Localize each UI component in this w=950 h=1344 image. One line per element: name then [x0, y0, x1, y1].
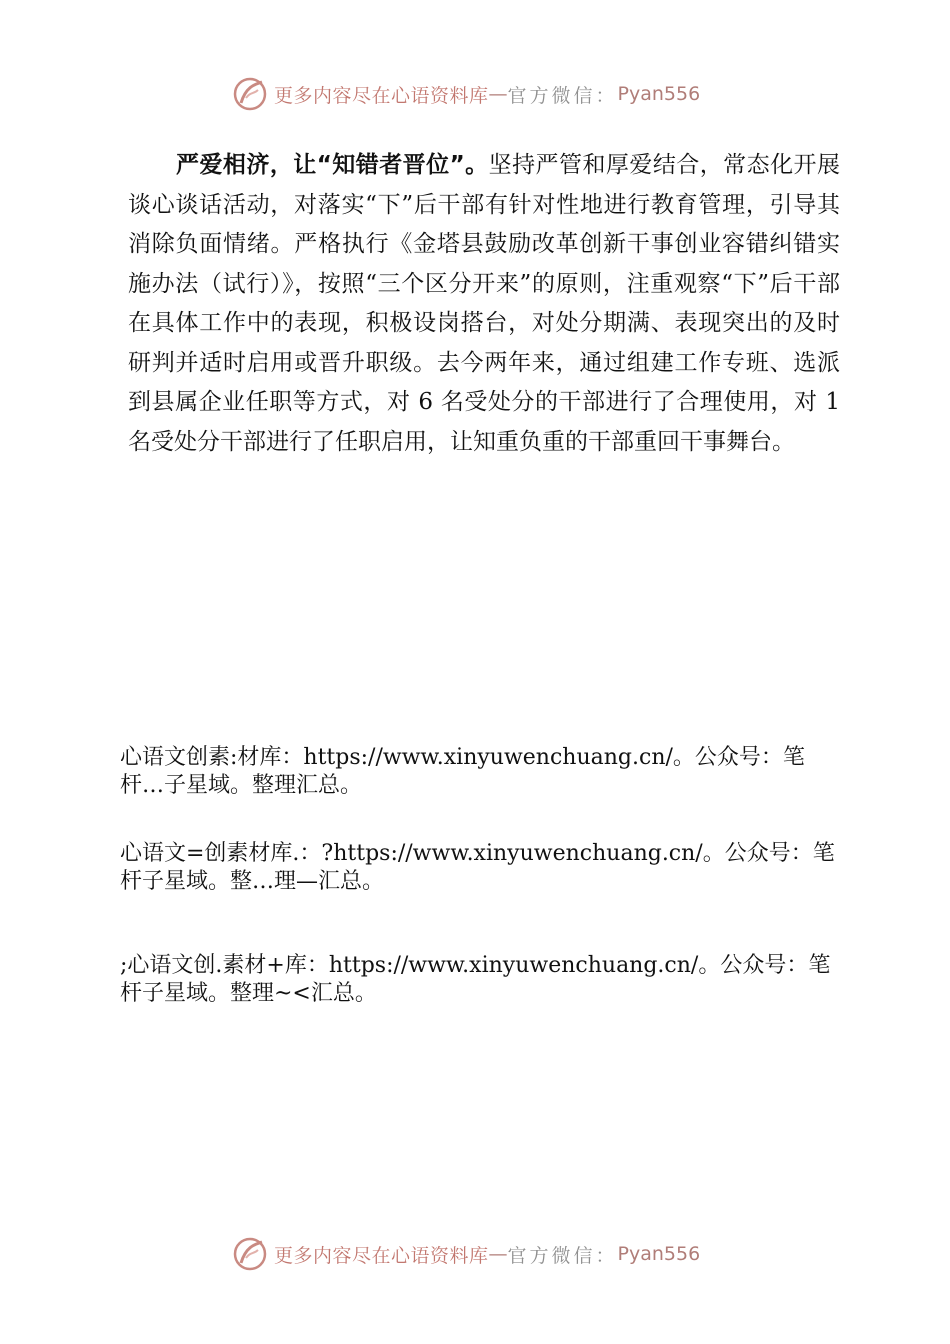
wechat-id: Pyan556 — [617, 1243, 701, 1265]
xinyu-logo-icon — [232, 1236, 268, 1272]
header-banner — [232, 74, 700, 114]
wechat-label: 官方微信： — [507, 84, 618, 107]
wechat-id: Pyan556 — [617, 83, 701, 105]
paragraph-lead: 严爱相济，让“知错者晋位”。 — [176, 152, 489, 178]
library-text: 更多内容尽在心语资料库 — [274, 1244, 489, 1267]
source-note: 心语文创素:材库：https://www.xinyuwenchuang.cn/。公众号：笔杆…子星域。整理汇总。 — [120, 745, 805, 798]
paragraph-text: 坚持严管和厚爱结合，常态化开展谈心谈话活动，对落实“下”后干部有针对性地进行教育管理，引导其消除负面情绪。严格执行《金塔县鼓励改革创新干事创业容错纠错实施办法（试行）》，按照“三个区分开来”的原则，注重观察“下”后干部在具体工作中的表现，积极设岗搭台，对处分期满、表现突出的及时研判并适时启用或晋升职级。去今两年来，通过组建工作专班、选派到县属企业任职等方式，对 6 名受处分的干部进行了合理使用，对 1 名受处分干部进行了任职启用，让知重负重的干部重回干事舞台。 — [128, 152, 841, 455]
wechat-label: 官方微信： — [507, 1244, 618, 1267]
xinyu-logo-icon — [232, 76, 268, 112]
banner-separator: — — [488, 83, 508, 105]
banner-separator: — — [488, 1243, 508, 1265]
body-paragraph — [128, 146, 840, 462]
library-text: 更多内容尽在心语资料库 — [274, 84, 489, 107]
source-note: ;心语文创.素材+库：https://www.xinyuwenchuang.cn/。公众号：笔杆子星域。整理~<汇总。 — [120, 953, 831, 1006]
source-note: 心语文=创素材库.：?https://www.xinyuwenchuang.cn/。公众号：笔杆子星域。整…理—汇总。 — [120, 841, 835, 894]
footer-banner — [232, 1234, 700, 1274]
